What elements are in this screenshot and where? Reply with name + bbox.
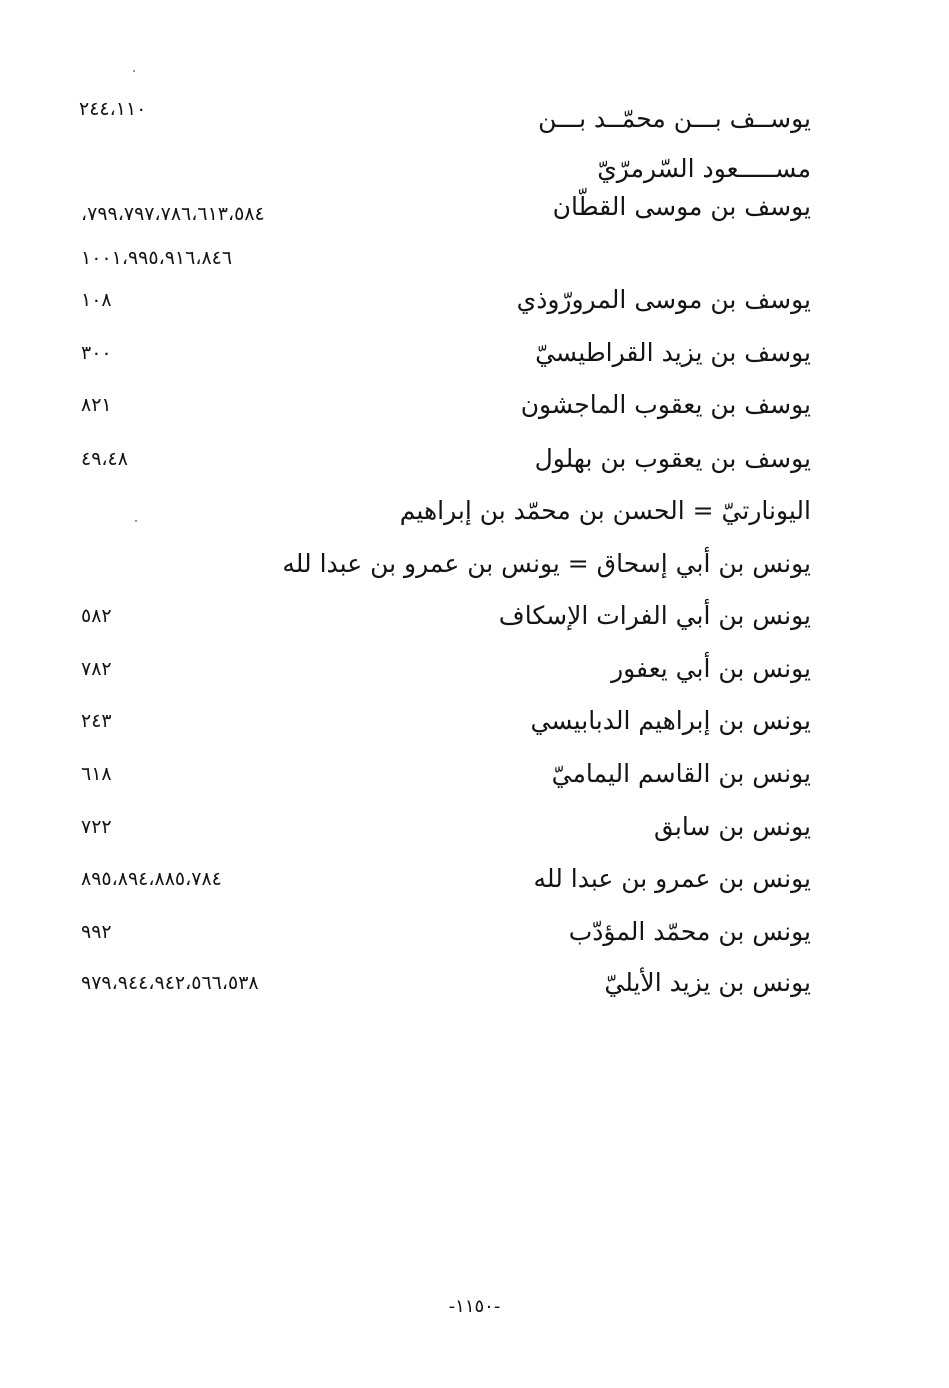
entry-name: يونس بن القاسم اليماميّ — [551, 759, 811, 788]
entry-pages: ٧٨٢ — [81, 658, 112, 680]
index-entry — [81, 759, 811, 811]
entry-pages: ٣٠٠ — [81, 342, 112, 364]
scan-speck — [133, 70, 135, 72]
entry-name: يوســف بـــن محمّــد بـــن مســـــعود السّرمرّيّ — [538, 104, 811, 183]
entry-pages: ٧٢٢ — [81, 816, 112, 838]
entry-name: يوسف بن موسى القطّان — [552, 192, 811, 221]
entry-name: يوسف بن موسى المرورّوذي — [516, 285, 811, 314]
index-entry — [79, 94, 811, 183]
entry-name: يوسف بن يعقوب الماجشون — [520, 390, 811, 419]
entry-pages: ١٠٨ — [81, 289, 112, 311]
entry-name: يوسف بن يعقوب بن بهلول — [534, 444, 811, 473]
index-entry — [81, 864, 811, 916]
index-entry — [81, 390, 811, 442]
page-number: -١١٥٠- — [448, 1296, 501, 1317]
entry-pages: ٧٩٩،٧٩٧،٧٨٦،٦١٣،٥٨٤، ١٠٠١،٩٩٥،٩١٦،٨٤٦ — [81, 203, 265, 269]
entry-name: يونس بن محمّد المؤدّب — [568, 917, 811, 946]
entry-pages: ٤٩،٤٨ — [81, 448, 128, 470]
index-entry — [81, 285, 811, 337]
entry-pages: ٩٧٩،٩٤٤،٩٤٢،٥٦٦،٥٣٨ — [81, 972, 259, 994]
index-entry — [81, 968, 811, 1020]
entry-name: يوسف بن يزيد القراطيسيّ — [535, 338, 811, 367]
entry-name: اليونارتيّ = الحسن بن محمّد بن إبراهيم — [399, 496, 811, 525]
entry-pages: ٨٢١ — [81, 394, 112, 416]
entry-name: يونس بن يزيد الأيليّ — [604, 968, 811, 997]
index-entry — [81, 338, 811, 390]
entry-pages: ٨٩٥،٨٩٤،٨٨٥،٧٨٤ — [81, 868, 222, 890]
entry-name: يونس بن إبراهيم الدبابيسي — [530, 706, 811, 735]
entry-pages: ٥٨٢ — [81, 605, 112, 627]
scan-speck — [135, 520, 137, 522]
entry-name: يونس بن أبي الفرات الإسكاف — [498, 601, 811, 630]
index-entry — [81, 654, 811, 706]
entry-pages: ٩٩٢ — [81, 921, 112, 943]
entry-name: يونس بن أبي يعفور — [611, 654, 811, 683]
entry-pages: ٦١٨ — [81, 763, 112, 785]
entry-name: يونس بن أبي إسحاق = يونس بن عمرو بن عبدا لله — [282, 549, 811, 578]
index-entry — [81, 706, 811, 758]
entry-pages: ٢٤٤،١١٠ — [79, 98, 147, 120]
index-entry — [81, 192, 811, 269]
index-entry — [81, 812, 811, 864]
index-entry — [111, 549, 811, 601]
index-entry — [81, 601, 811, 653]
entry-name: يونس بن سابق — [654, 812, 811, 841]
index-entry — [81, 917, 811, 969]
index-entry — [81, 444, 811, 496]
index-entry — [111, 496, 811, 548]
entry-name: يونس بن عمرو بن عبدا لله — [533, 864, 811, 893]
entry-pages: ٢٤٣ — [81, 710, 112, 732]
